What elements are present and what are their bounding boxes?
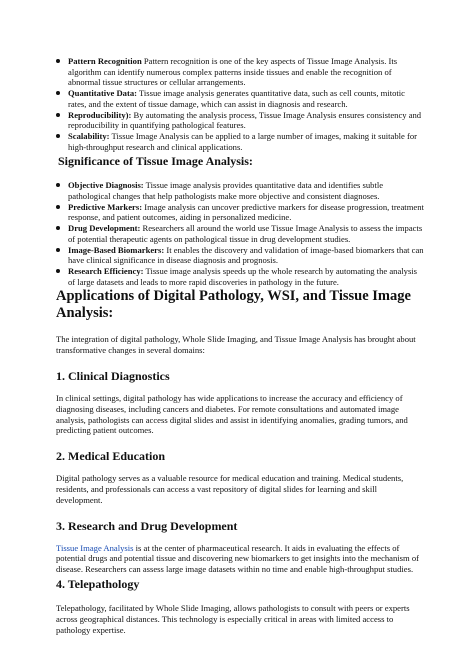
list-item-term: Predictive Markers: <box>68 201 143 212</box>
bullet-icon <box>56 248 60 252</box>
bullet-icon <box>56 113 60 117</box>
list-item-text: Pattern recognition is one of the key aspects of Tissue Image Analysis. Its algorithm can identify numerous complex patterns inside tissues and enable the recognition of abnormal tissue structures or cellular arrangements. <box>68 56 398 88</box>
list-item-text: Tissue Image Analysis can be applied to a large number of images, making it suitable for high-throughput research and clinical applications. <box>68 130 418 152</box>
list-item-term: Image-Based Biomarkers: <box>68 244 165 255</box>
list-item <box>56 266 424 287</box>
list-item <box>56 56 424 88</box>
bullet-icon <box>56 59 60 63</box>
intro-paragraph: The integration of digital pathology, Whole Slide Imaging, and Tissue Image Analysis has brought about transformative changes in several domains: <box>56 334 416 356</box>
section-heading: 3. Research and Drug Development <box>56 518 238 533</box>
list-item-term: Scalability: <box>68 130 110 141</box>
list-item-term: Objective Diagnosis: <box>68 180 144 191</box>
list-item-term: Reproducibility): <box>68 109 132 120</box>
list-item <box>56 202 424 223</box>
tissue-image-analysis-link[interactable]: Tissue Image Analysis <box>56 542 134 553</box>
list-item-term: Drug Development: <box>68 223 141 234</box>
list-item-text: Tissue image analysis speeds up the whole research by automating the analysis of large datasets and leads to more rapid discoveries in pathology in the future. <box>68 265 418 287</box>
section-paragraph: Digital pathology serves as a valuable resource for medical education and training. Medical students, residents, and professionals can access a vast repository of digital slides for learning and skill development. <box>56 473 404 505</box>
significance-heading: Significance of Tissue Image Analysis: <box>58 154 253 169</box>
section-heading: 4. Telepathology <box>56 576 140 591</box>
section-paragraph: In clinical settings, digital pathology has wide applications to increase the accuracy and efficiency of diagnosing diseases, including cancers and diabetes. For remote consultations and automated image analysis, pathologists can access digital slides and assist in identifying anomalies, grading tumors, and predicting patient outcomes. <box>56 392 408 436</box>
list-item-text: Tissue image analysis provides quantitative data and identifies subtle pathological changes that help pathologists make more objective and consistent diagnoses. <box>68 180 384 202</box>
significance-list <box>56 180 424 287</box>
list-item-term: Research Efficiency: <box>68 265 144 276</box>
list-item <box>56 110 424 131</box>
list-item-term: Quantitative Data: <box>68 88 137 99</box>
section-heading: 2. Medical Education <box>56 449 166 464</box>
section-heading: 1. Clinical Diagnostics <box>56 368 170 383</box>
bullet-icon <box>56 269 60 273</box>
list-item <box>56 88 424 109</box>
bullet-icon <box>56 183 60 187</box>
bullet-icon <box>56 91 60 95</box>
list-item <box>56 223 424 244</box>
section-paragraph <box>56 543 424 575</box>
list-item-text: By automating the analysis process, Tissue Image Analysis ensures consistency and reproducibility in quantifying pathological features. <box>68 109 422 131</box>
applications-heading: Applications of Digital Pathology, WSI, and Tissue Image Analysis: <box>56 288 411 322</box>
list-item-text: Researchers all around the world use Tissue Image Analysis to assess the impacts of potential therapeutic agents on pathological tissue in drug development studies. <box>68 223 423 244</box>
bullet-icon <box>56 205 60 209</box>
features-list <box>56 56 424 152</box>
bullet-icon <box>56 134 60 138</box>
list-item-text: Tissue image analysis generates quantitative data, such as cell counts, mitotic rates, and the extent of tissue damage, which can assist in diagnosis and research. <box>68 88 406 109</box>
list-item-text: It enables the discovery and validation of image-based biomarkers that can have clinical significance in disease diagnosis and prognosis. <box>68 244 424 266</box>
list-item <box>56 245 424 266</box>
bullet-icon <box>56 226 60 230</box>
list-item <box>56 131 424 152</box>
list-item-text: Image analysis can uncover predictive markers for disease progression, treatment response, and patient outcomes, aiding in personalized medicine. <box>68 201 424 223</box>
section-paragraph-text: is at the center of pharmaceutical research. It aids in evaluating the effects of potential drugs and potential tissue and discovering new biomarkers to get insights into the mechanism of disease. Researchers can assess large image datasets within no time and enable high-throughput studies. <box>56 542 420 575</box>
list-item-term: Pattern Recognition <box>68 56 142 66</box>
section-paragraph: Telepathology, facilitated by Whole Slide Imaging, allows pathologists to consult with peers or experts across geographical distances. This technology is especially critical in areas with limited access to pathology expertise. <box>56 602 410 635</box>
list-item <box>56 180 424 201</box>
